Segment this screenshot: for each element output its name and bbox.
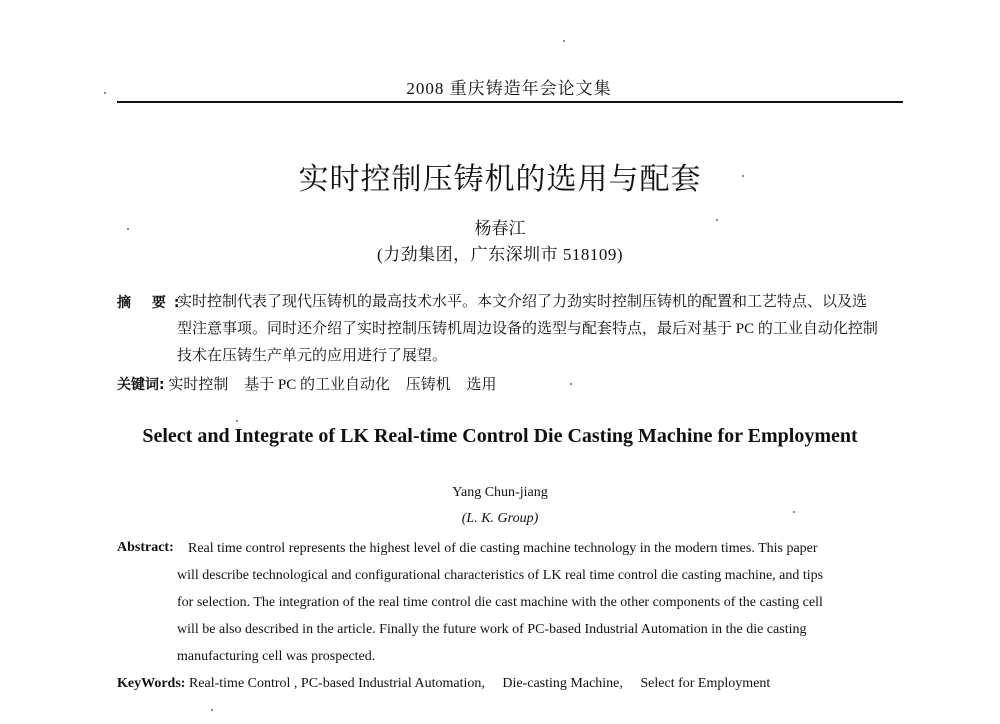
chinese-title: 实时控制压铸机的选用与配套 <box>298 162 702 197</box>
chinese-keyword: 选用 <box>466 377 497 393</box>
chinese-author: 杨春江 <box>474 219 526 238</box>
scan-speck <box>793 511 795 513</box>
english-abstract-line: for selection. The integration of the real time control die cast machine with the other components of the casting cell <box>177 595 823 610</box>
chinese-affiliation: (力劲集团，广东深圳市 518109) <box>376 245 624 264</box>
english-abstract-line: will describe technological and configurational characteristics of LK real time control die casting machine, and tips <box>177 568 824 583</box>
english-keywords-label: KeyWords: <box>117 676 186 691</box>
chinese-abstract-line: 实时控制代表了现代压铸机的最高技术水平。本文介绍了力劲实时控制压铸机的配置和工艺特点、以及选 <box>177 294 868 310</box>
scan-speck <box>211 709 213 711</box>
chinese-abstract-line: 技术在压铸生产单元的应用进行了展望。 <box>177 348 448 364</box>
scan-speck <box>716 219 718 221</box>
scan-speck <box>127 228 129 230</box>
running-head: 2008 重庆铸造年会论文集 <box>406 79 612 98</box>
scan-speck <box>563 40 565 42</box>
english-affiliation: (L. K. Group) <box>461 511 539 526</box>
chinese-abstract-body <box>177 292 903 373</box>
english-keyword: Select for Employment <box>640 676 771 691</box>
chinese-abstract-label: 摘 要: <box>117 295 188 311</box>
chinese-keyword: 基于 PC 的工业自动化 <box>244 377 390 393</box>
chinese-keywords-label: 关键词: <box>117 377 165 393</box>
english-title: Select and Integrate of LK Real-time Control Die Casting Machine for Employment <box>142 425 858 447</box>
english-keywords <box>117 676 784 692</box>
chinese-abstract-line: 型注意事项。同时还介绍了实时控制压铸机周边设备的选型与配套特点，最后对基于 PC 的工业自动化控制 <box>177 321 878 337</box>
chinese-keywords <box>117 373 509 394</box>
english-keyword: Real-time Control , PC-based Industrial Automation, <box>188 676 485 691</box>
english-keyword: Die-casting Machine, <box>502 676 623 691</box>
scan-speck <box>742 175 744 177</box>
chinese-keyword: 实时控制 <box>168 377 229 393</box>
header-rule <box>117 101 903 103</box>
scan-speck <box>236 420 238 422</box>
english-abstract-line: will be also described in the article. Finally the future work of PC-based Industrial Automation in the die casting <box>177 622 807 637</box>
english-abstract-line: manufacturing cell was prospected. <box>177 649 376 664</box>
chinese-keyword: 压铸机 <box>405 377 451 393</box>
english-abstract-line: Real time control represents the highest level of die casting machine technology in the modern times. This paper <box>188 541 818 556</box>
english-abstract-body <box>177 540 903 675</box>
english-abstract-label: Abstract: <box>117 540 174 555</box>
scan-speck <box>570 383 572 385</box>
english-author: Yang Chun-jiang <box>452 485 548 500</box>
scan-speck <box>104 92 106 94</box>
